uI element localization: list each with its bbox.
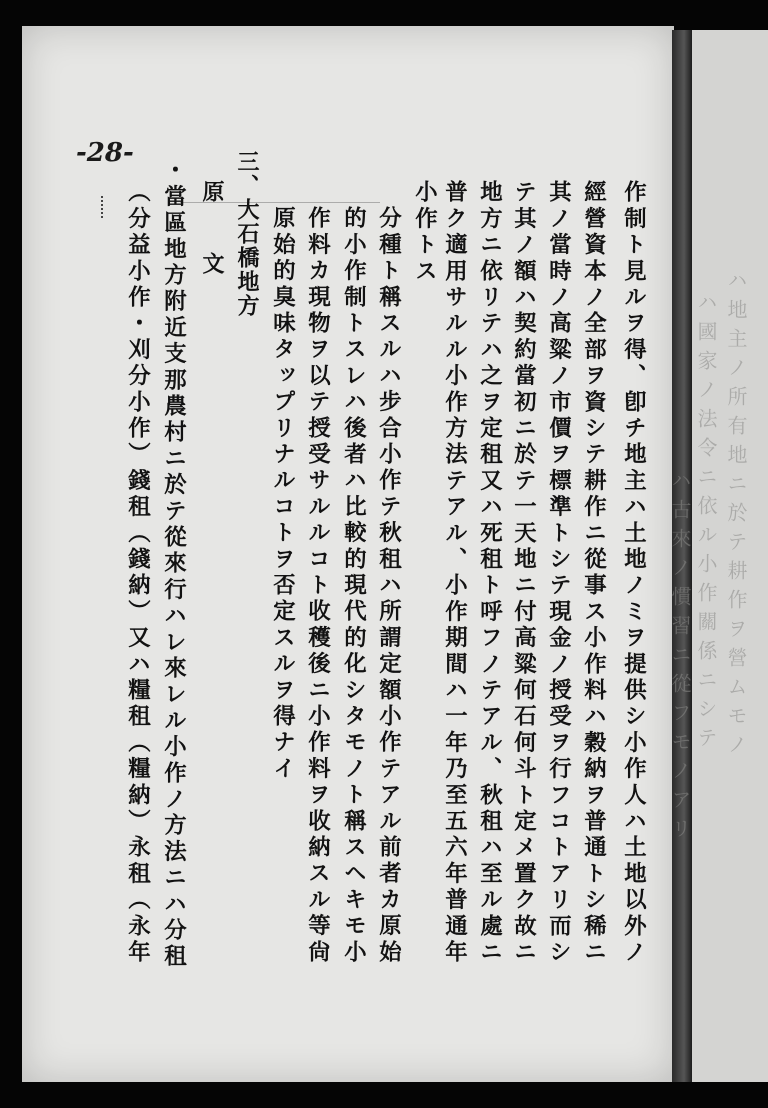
body-text-column: 地方ニ依リテハ之ヲ定租又ハ死租ト呼フノテアル、秋租ハ至ル處ニ <box>476 180 503 966</box>
body-text-column: 其ノ當時ノ高粱ノ市價ヲ標準トシテ現金ノ授受ヲ行フコトアリ而シ <box>545 180 572 966</box>
page-number: -28- <box>76 138 134 168</box>
facing-page-column: ハ地主ノ所有地ニ於テ耕作ヲ營ムモノ <box>724 270 748 763</box>
body-text-column: 原始的臭味タップリナルコトヲ否定スルヲ得ナイ <box>269 206 296 783</box>
section-heading: 三、大石橋地方 <box>234 150 260 318</box>
body-text-column: 普ク適用サルル小作方法テアル、小作期間ハ一年乃至五六年普通年 <box>441 180 468 966</box>
body-text-column: 小作トス <box>411 180 438 285</box>
subsection-heading: 原 文 <box>199 180 225 288</box>
facing-page-column: ハ國家ノ法令ニ依ル小作關係ニシテ <box>694 292 718 756</box>
body-text-column: 分種ト稱スルハ步合小作テ秋租ハ所謂定額小作テアル前者カ原始 <box>375 206 402 966</box>
body-text-column: 的小作制トスレハ後者ハ比較的現代的化シタモノト稱スヘキモ小 <box>340 206 367 966</box>
body-text-column: 作制ト見ルヲ得、卽チ地主ハ土地ノミヲ提供シ小作人ハ土地以外ノ <box>620 180 647 966</box>
body-text-column: （分益小作・刈分小作）錢租（錢納）又ハ糧租（糧納）永租（永年 <box>124 180 151 966</box>
body-text-column: 經營資本ノ全部ヲ資シテ耕作ニ從事ス小作料ハ穀納ヲ普通トシ稀ニ <box>580 180 607 966</box>
margin-mark <box>101 196 105 218</box>
body-text-column: 作料カ現物ヲ以テ授受サルルコト收穫後ニ小作料ヲ收納スル等尙 <box>304 206 331 966</box>
body-text-column: テ其ノ額ハ契約當初ニ於テ一天地ニ付高粱何石何斗ト定メ置ク故ニ <box>510 180 537 966</box>
facing-page <box>668 30 768 1082</box>
body-text-column: ・當區地方附近支那農村ニ於テ從來行ハレ來レル小作ノ方法ニハ分租 <box>160 158 187 971</box>
facing-page-column: ハ古來ノ慣習ニ從フモノアリ <box>668 470 692 847</box>
